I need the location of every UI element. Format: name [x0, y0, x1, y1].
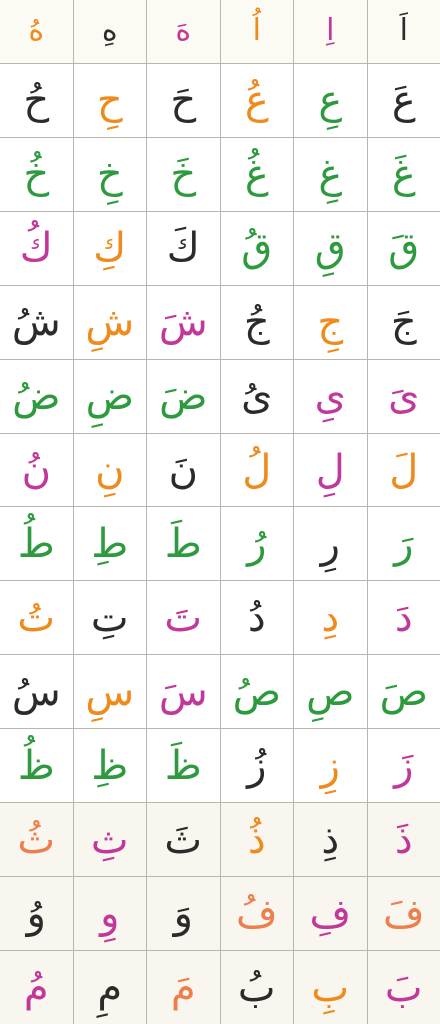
letter-cell: عَ [368, 64, 440, 137]
letter-cell: تِ [74, 581, 147, 654]
letter-cell: طِ [74, 507, 147, 580]
letter-cell: ىَ [368, 360, 440, 433]
letter-cell: رِ [294, 507, 367, 580]
letter-cell: ىِ [294, 360, 367, 433]
letter-cell: شُ [0, 286, 73, 359]
letter-cell: بِ [294, 951, 367, 1024]
letter-cell: نُ [0, 434, 73, 507]
letter-cell: نَ [147, 434, 220, 507]
letter-cell: قُ [221, 212, 294, 285]
letter-cell: وَ [147, 877, 220, 950]
letter-cell: لُ [221, 434, 294, 507]
letter-cell: رَ [368, 507, 440, 580]
letter-cell: مُ [0, 951, 73, 1024]
letter-cell: طُ [0, 507, 73, 580]
letter-cell: لَ [368, 434, 440, 507]
letter-cell: ىُ [221, 360, 294, 433]
letter-cell: وُ [0, 877, 73, 950]
letter-cell: بَ [368, 951, 440, 1024]
letter-cell: صِ [294, 655, 367, 728]
letter-cell: زُ [221, 729, 294, 802]
letter-cell: فُ [221, 877, 294, 950]
letter-cell: هَ [147, 0, 220, 63]
letter-cell: ضِ [74, 360, 147, 433]
letter-cell: خَ [147, 138, 220, 211]
letter-cell: زَ [368, 729, 440, 802]
letter-cell: دِ [294, 581, 367, 654]
letter-cell: غَ [368, 138, 440, 211]
letter-cell: ظُ [0, 729, 73, 802]
letter-cell: جَ [368, 286, 440, 359]
letter-cell: ضُ [0, 360, 73, 433]
letter-cell: اَ [368, 0, 440, 63]
letter-cell: مَ [147, 951, 220, 1024]
letter-cell: حُ [0, 64, 73, 137]
letter-cell: فَ [368, 877, 440, 950]
letter-cell: ضَ [147, 360, 220, 433]
letter-cell: سَ [147, 655, 220, 728]
letter-cell: طَ [147, 507, 220, 580]
letter-cell: تَ [147, 581, 220, 654]
letter-cell: سِ [74, 655, 147, 728]
letter-cell: كُ [0, 212, 73, 285]
letter-cell: ثَ [147, 803, 220, 876]
letter-cell: قَ [368, 212, 440, 285]
letter-cell: نِ [74, 434, 147, 507]
letter-cell: شِ [74, 286, 147, 359]
letter-cell: صُ [221, 655, 294, 728]
letter-cell: دُ [221, 581, 294, 654]
letter-cell: ذِ [294, 803, 367, 876]
letter-cell: غُ [221, 138, 294, 211]
letter-cell: سُ [0, 655, 73, 728]
letter-cell: بُ [221, 951, 294, 1024]
letter-cell: صَ [368, 655, 440, 728]
letter-cell: فِ [294, 877, 367, 950]
letter-cell: ظَ [147, 729, 220, 802]
letter-cell: غِ [294, 138, 367, 211]
letter-cell: كَ [147, 212, 220, 285]
letter-cell: عُ [221, 64, 294, 137]
letter-cell: ثِ [74, 803, 147, 876]
letter-cell: ذَ [368, 803, 440, 876]
letter-cell: عِ [294, 64, 367, 137]
letter-cell: ظِ [74, 729, 147, 802]
letter-cell: اُ [221, 0, 294, 63]
letter-cell: خِ [74, 138, 147, 211]
letter-cell: هِ [74, 0, 147, 63]
letter-cell: جُ [221, 286, 294, 359]
letter-cell: جِ [294, 286, 367, 359]
letter-cell: وِ [74, 877, 147, 950]
letter-cell: قِ [294, 212, 367, 285]
letter-cell: دَ [368, 581, 440, 654]
letter-cell: مِ [74, 951, 147, 1024]
letter-cell: زِ [294, 729, 367, 802]
letter-cell: رُ [221, 507, 294, 580]
letter-cell: كِ [74, 212, 147, 285]
letter-cell: خُ [0, 138, 73, 211]
letter-cell: شَ [147, 286, 220, 359]
letter-cell: ثُ [0, 803, 73, 876]
letter-cell: اِ [294, 0, 367, 63]
letter-cell: تُ [0, 581, 73, 654]
letter-cell: هُ [0, 0, 73, 63]
letter-cell: لِ [294, 434, 367, 507]
letter-cell: ذُ [221, 803, 294, 876]
letter-cell: حِ [74, 64, 147, 137]
letter-cell: حَ [147, 64, 220, 137]
